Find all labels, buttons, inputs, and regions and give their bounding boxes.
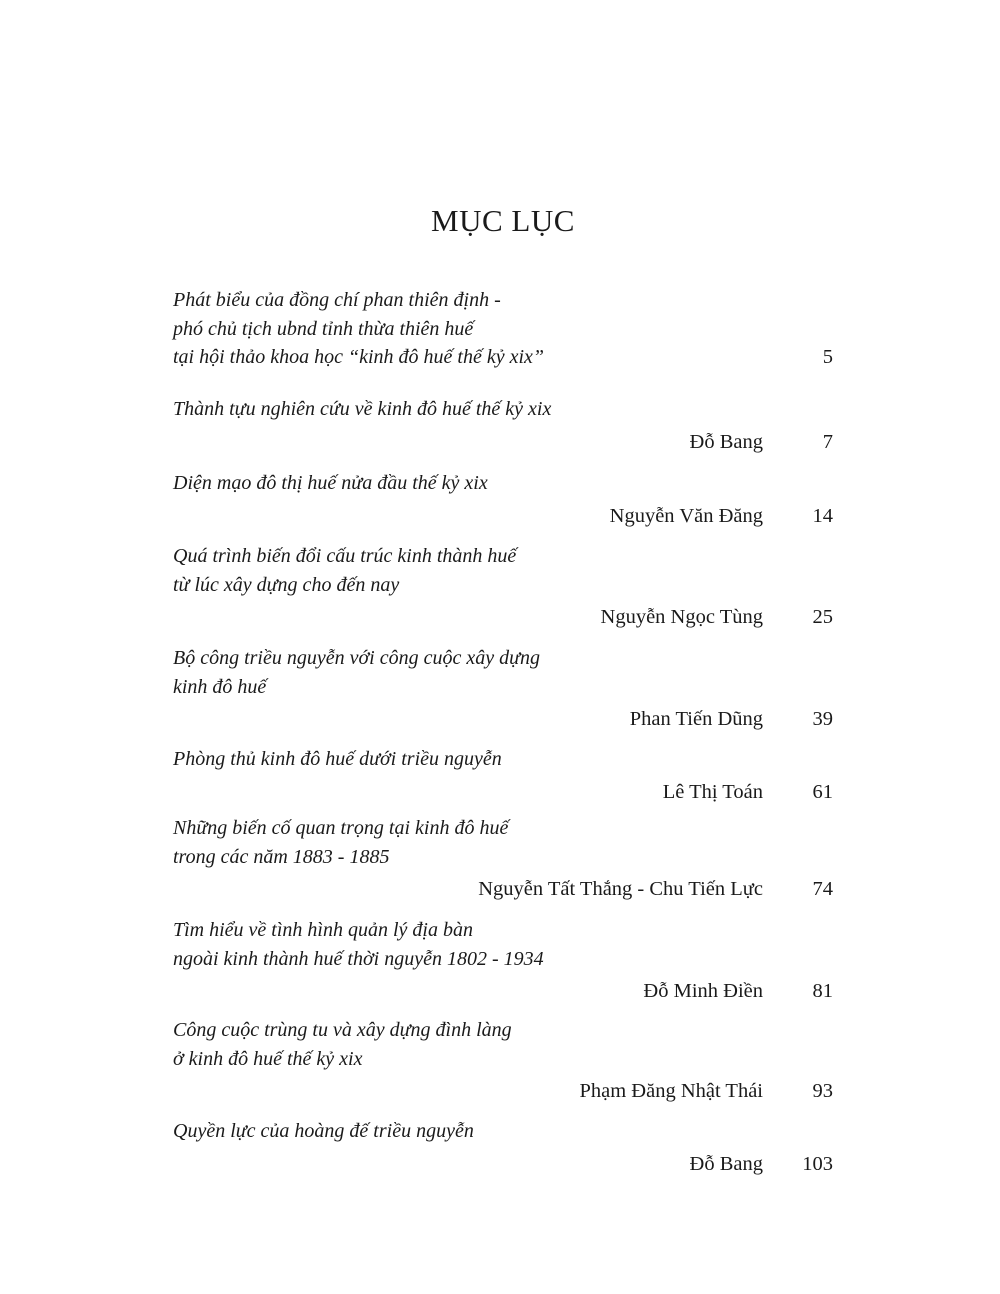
entry-title-line bbox=[173, 343, 833, 372]
entry-title-text: trong các năm 1883 - 1885 bbox=[173, 845, 390, 868]
toc-entry[interactable] bbox=[173, 469, 833, 531]
entry-title-text: phó chủ tịch ubnd tỉnh thừa thiên huế bbox=[173, 317, 474, 340]
entry-title-text: Diện mạo đô thị huế nửa đầu thế kỷ xix bbox=[173, 472, 488, 494]
entry-author: Đỗ Minh Điền bbox=[643, 980, 763, 1002]
entry-title-line bbox=[173, 469, 833, 498]
entry-title-line bbox=[173, 745, 833, 774]
page-number: 74 bbox=[812, 878, 833, 900]
entry-title-text: Bộ công triều nguyễn với công cuộc xây dựng bbox=[173, 647, 541, 669]
toc-entry[interactable] bbox=[173, 1016, 833, 1106]
entry-title-line bbox=[173, 843, 833, 872]
entry-author-row bbox=[173, 1076, 833, 1106]
entry-author-row bbox=[173, 704, 833, 734]
entry-author-row bbox=[173, 874, 833, 904]
entry-title-line bbox=[173, 542, 833, 571]
entry-title-line bbox=[173, 1016, 833, 1045]
entry-title-text: Công cuộc trùng tu và xây dựng đình làng bbox=[173, 1019, 512, 1041]
page-number: 14 bbox=[812, 504, 833, 527]
page-title: MỤC LỤC bbox=[431, 203, 575, 238]
toc-entry[interactable] bbox=[173, 286, 833, 372]
entry-title-line bbox=[173, 945, 833, 974]
toc-entry[interactable] bbox=[173, 814, 833, 904]
entry-author: Nguyễn Ngọc Tùng bbox=[600, 606, 763, 628]
page-number: 103 bbox=[802, 1152, 833, 1175]
entry-author: Phan Tiến Dũng bbox=[629, 708, 763, 730]
entry-title-text: ở kinh đô huế thế kỷ xix bbox=[173, 1047, 363, 1070]
entry-title-text: Quá trình biến đổi cấu trúc kinh thành huế bbox=[173, 545, 517, 567]
entry-title-text: từ lúc xây dựng cho đến nay bbox=[173, 573, 400, 596]
entry-title-text: Phòng thủ kinh đô huế dưới triều nguyễn bbox=[173, 748, 502, 770]
entry-title-line bbox=[173, 644, 833, 673]
toc-entry[interactable] bbox=[173, 644, 833, 734]
entry-author: Nguyễn Văn Đăng bbox=[609, 504, 763, 527]
entry-title-line bbox=[173, 395, 833, 424]
toc-entry[interactable] bbox=[173, 916, 833, 1006]
page-number: 81 bbox=[812, 980, 833, 1002]
page-number: 39 bbox=[812, 708, 833, 730]
entry-author: Phạm Đăng Nhật Thái bbox=[579, 1080, 763, 1102]
entry-title-line bbox=[173, 1117, 833, 1146]
entry-author-row bbox=[173, 1149, 833, 1179]
entry-title-line bbox=[173, 814, 833, 843]
toc-entry[interactable] bbox=[173, 542, 833, 632]
entry-title-text: Phát biểu của đồng chí phan thiên định - bbox=[173, 289, 501, 311]
page-number: 25 bbox=[812, 606, 833, 628]
entry-title-text: Những biến cố quan trọng tại kinh đô huế bbox=[173, 817, 509, 839]
entry-title-text: Thành tựu nghiên cứu về kinh đô huế thế kỷ xix bbox=[173, 398, 552, 420]
entry-author-row bbox=[173, 602, 833, 632]
entry-title-text: Tìm hiểu về tình hình quản lý địa bàn bbox=[173, 919, 473, 941]
entry-title-line bbox=[173, 673, 833, 702]
entry-title-line bbox=[173, 1045, 833, 1074]
entry-author-row bbox=[173, 777, 833, 807]
entry-title-text: tại hội thảo khoa học “kinh đô huế thế kỷ xix” bbox=[173, 346, 545, 368]
entry-title-text: kinh đô huế bbox=[173, 675, 267, 698]
entry-title-line bbox=[173, 315, 833, 344]
entry-author: Đỗ Bang bbox=[689, 430, 763, 453]
entry-title-text: Quyền lực của hoàng đế triều nguyễn bbox=[173, 1120, 474, 1142]
entry-author: Đỗ Bang bbox=[689, 1152, 763, 1175]
entry-author: Lê Thị Toán bbox=[662, 780, 763, 803]
toc-entry[interactable] bbox=[173, 395, 833, 457]
entry-author-row bbox=[173, 501, 833, 531]
page-number: 5 bbox=[822, 346, 833, 368]
entry-title-line bbox=[173, 571, 833, 600]
page-number: 93 bbox=[812, 1080, 833, 1102]
entry-title-line bbox=[173, 286, 833, 315]
entry-title-text: ngoài kinh thành huế thời nguyễn 1802 - 1934 bbox=[173, 947, 544, 970]
toc-entry[interactable] bbox=[173, 1117, 833, 1179]
page-number: 61 bbox=[812, 780, 833, 803]
page-number: 7 bbox=[822, 430, 833, 453]
entry-author: Nguyễn Tất Thắng - Chu Tiến Lực bbox=[478, 878, 763, 900]
entry-author-row bbox=[173, 976, 833, 1006]
toc-entry[interactable] bbox=[173, 745, 833, 807]
entry-title-line bbox=[173, 916, 833, 945]
entry-author-row bbox=[173, 427, 833, 457]
